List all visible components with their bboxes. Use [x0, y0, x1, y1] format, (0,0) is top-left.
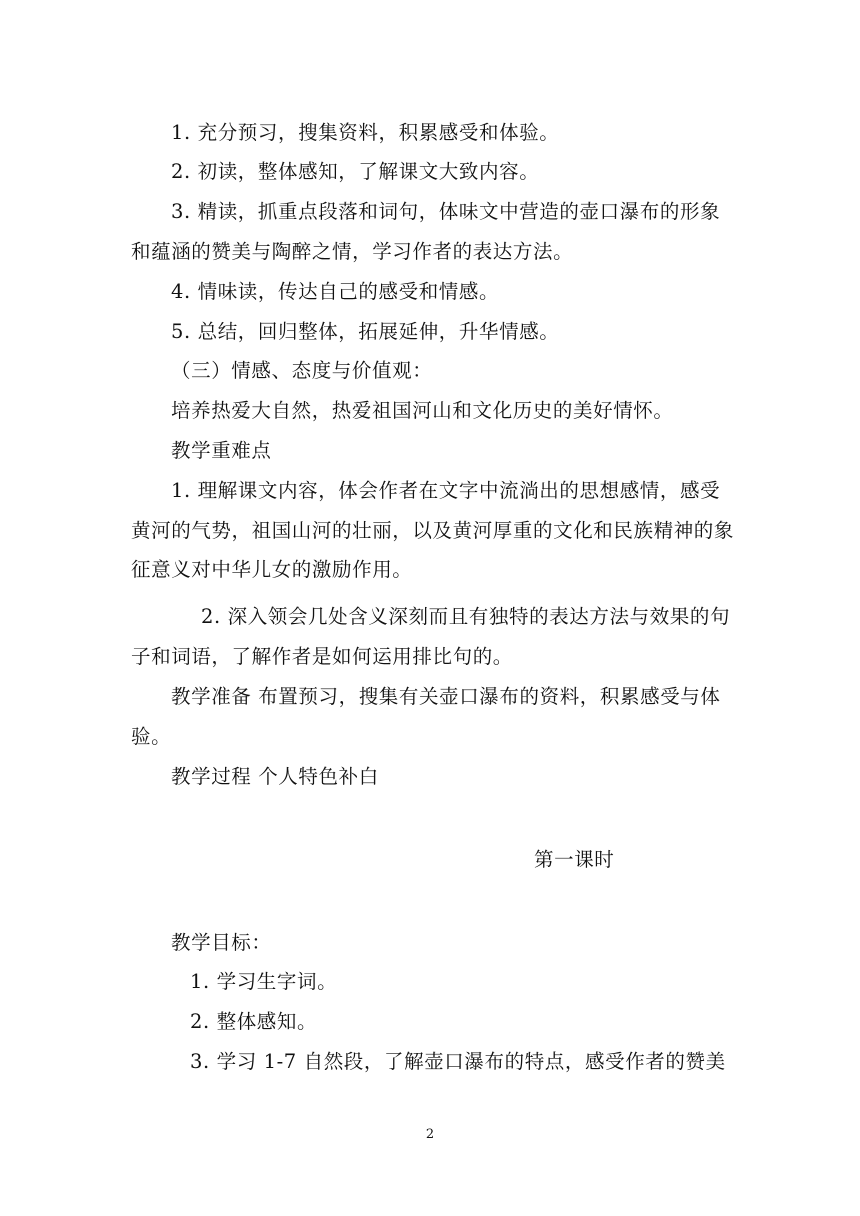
section-heading: （三）情感、态度与价值观： [171, 359, 433, 382]
text-line: 4. 情味读，传达自己的感受和情感。 [171, 280, 500, 303]
text-line: 5. 总结，回归整体，拓展延伸，升华情感。 [171, 320, 560, 343]
text-line: 和蕴涵的赞美与陶醉之情，学习作者的表达方法。 [131, 240, 574, 263]
section-heading: 教学目标： [171, 931, 272, 954]
text-line: 1. 理解课文内容，体会作者在文字中流淌出的思想感情，感受 [171, 479, 721, 502]
text-line: 培养热爱大自然，热爱祖国河山和文化历史的美好情怀。 [171, 399, 674, 422]
text-line: 2. 整体感知。 [190, 1010, 318, 1033]
page-number: 2 [425, 1127, 435, 1142]
text-line: 3. 精读，抓重点段落和词句，体味文中营造的壶口瀑布的形象 [171, 200, 721, 223]
text-line: 教学过程 个人特色补白 [171, 765, 379, 788]
text-line: 教学准备 布置预习，搜集有关壶口瀑布的资料，积累感受与体 [171, 685, 721, 708]
section-heading: 教学重难点 [171, 439, 272, 462]
text-line: 3. 学习 1-7 自然段，了解壶口瀑布的特点，感受作者的赞美 [190, 1050, 726, 1073]
text-line: 黄河的气势，祖国山河的壮丽，以及黄河厚重的文化和民族精神的象 [131, 519, 735, 542]
text-line: 征意义对中华儿女的激励作用。 [131, 558, 413, 581]
text-line: 验。 [131, 725, 172, 748]
text-line: 1. 学习生字词。 [190, 970, 338, 993]
text-line: 2. 深入领会几处含义深刻而且有独特的表达方法与效果的句 [201, 605, 731, 628]
text-line: 1. 充分预习，搜集资料，积累感受和体验。 [171, 121, 560, 144]
text-line: 2. 初读，整体感知，了解课文大致内容。 [171, 160, 540, 183]
text-line: 子和词语，了解作者是如何运用排比句的。 [131, 645, 513, 668]
lesson-title: 第一课时 [534, 848, 615, 871]
